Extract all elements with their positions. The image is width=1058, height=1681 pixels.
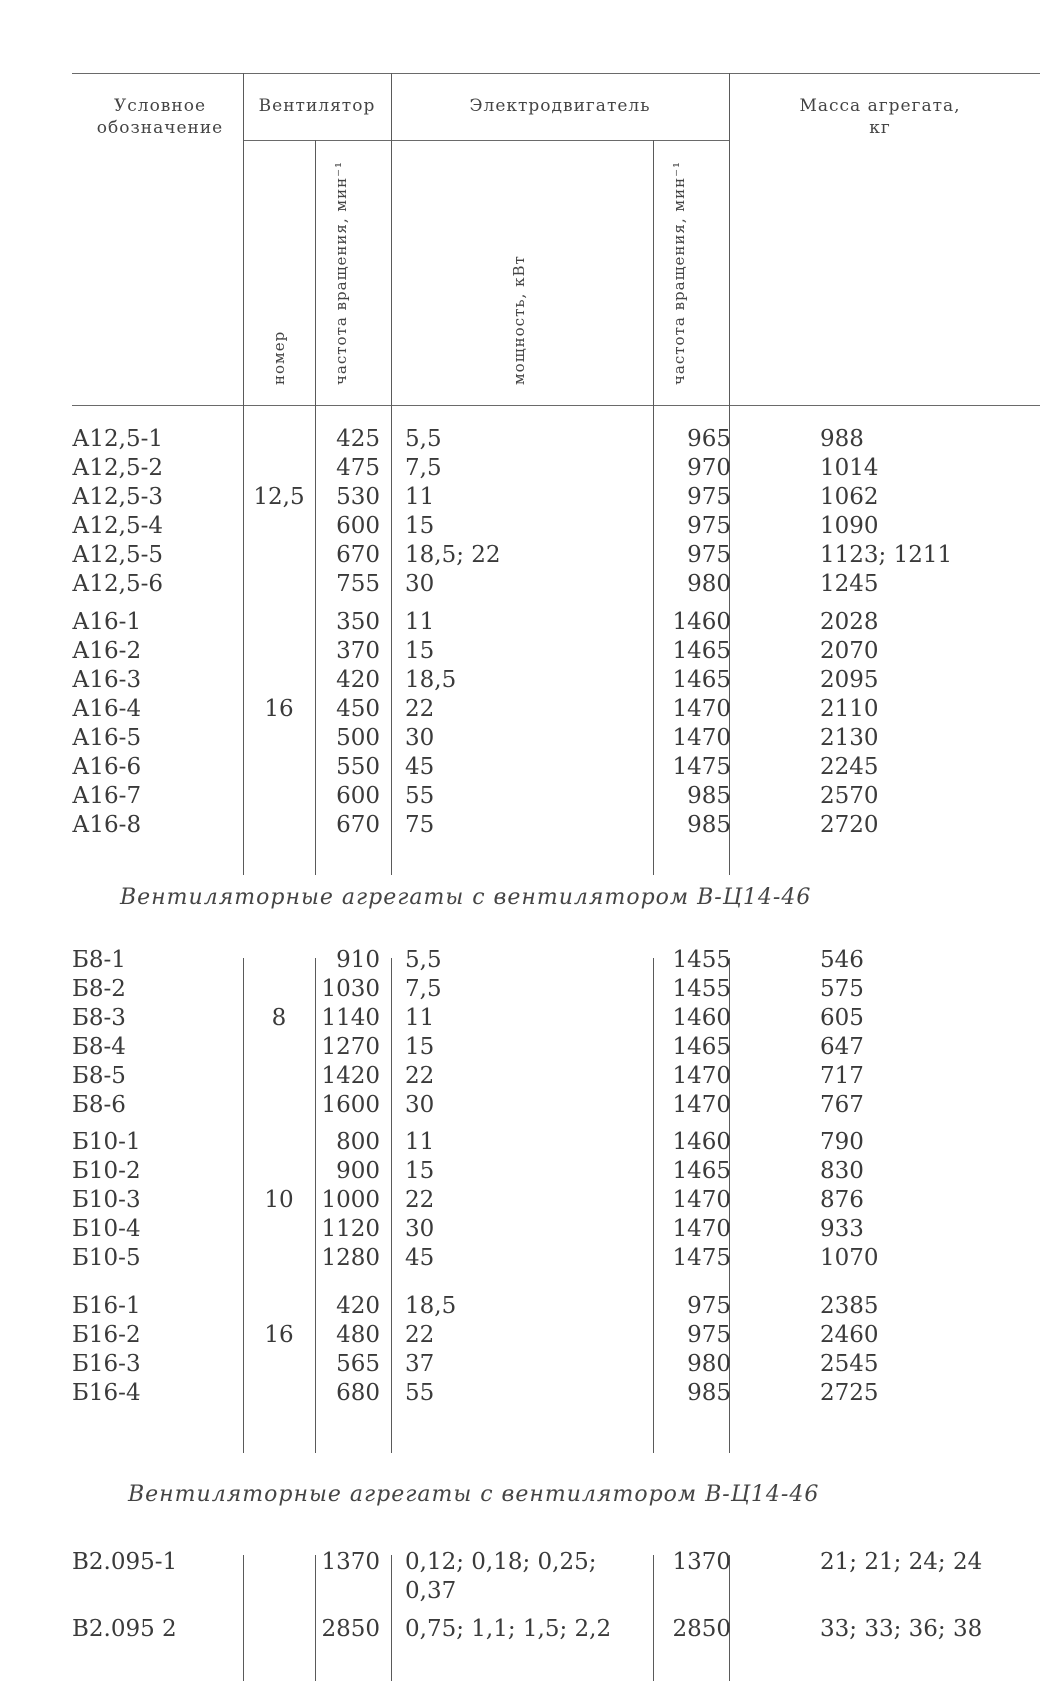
cell-motor-rpm: 1455 <box>672 947 731 973</box>
cell-designation: А12,5-5 <box>72 542 164 568</box>
cell-motor-rpm: 1460 <box>672 609 731 635</box>
cell-mass: 830 <box>820 1158 864 1184</box>
table-row <box>0 946 1058 975</box>
cell-mass: 1062 <box>820 484 879 510</box>
cell-mass: 575 <box>820 976 864 1002</box>
table-row <box>0 1186 1058 1215</box>
cell-motor-rpm: 975 <box>687 1293 731 1319</box>
cell-fan-rpm: 420 <box>336 1293 380 1319</box>
cell-fan-rpm: 600 <box>336 513 380 539</box>
cell-designation: А16-3 <box>72 667 142 693</box>
cell-motor-rpm: 975 <box>687 513 731 539</box>
cell-power: 15 <box>405 638 435 664</box>
cell-fan-rpm: 475 <box>336 455 380 481</box>
cell-fan-rpm: 350 <box>336 609 380 635</box>
cell-mass: 1090 <box>820 513 879 539</box>
cell-mass: 790 <box>820 1129 864 1155</box>
table-row <box>0 512 1058 541</box>
cell-mass: 2570 <box>820 783 879 809</box>
cell-motor-rpm: 985 <box>687 812 731 838</box>
cell-mass: 546 <box>820 947 864 973</box>
cell-power: 15 <box>405 513 435 539</box>
cell-mass: 2725 <box>820 1380 879 1406</box>
cell-fan-rpm: 2850 <box>321 1616 380 1642</box>
header-col-divider <box>315 140 316 405</box>
cell-fan-rpm: 530 <box>336 484 380 510</box>
table-row <box>0 1215 1058 1244</box>
cell-designation: Б10-3 <box>72 1187 141 1213</box>
cell-fan-rpm: 600 <box>336 783 380 809</box>
cell-motor-rpm: 1465 <box>672 638 731 664</box>
cell-mass: 2095 <box>820 667 879 693</box>
cell-fan-rpm: 500 <box>336 725 380 751</box>
cell-motor-rpm: 1465 <box>672 1158 731 1184</box>
header-mass: Масса агрегата, кг <box>799 96 961 138</box>
cell-power: 11 <box>405 484 435 510</box>
caption-b: Вентиляторные агрегаты с вентилятором В-Ц14-46 <box>120 885 812 910</box>
table-row <box>0 1062 1058 1091</box>
table-row <box>0 1128 1058 1157</box>
cell-designation: А16-8 <box>72 812 142 838</box>
cell-designation: Б10-4 <box>72 1216 141 1242</box>
caption-c: Вентиляторные агрегаты с вентилятором В-Ц14-46 <box>128 1482 820 1507</box>
cell-number: 16 <box>264 696 294 722</box>
cell-motor-rpm: 980 <box>687 571 731 597</box>
cell-fan-rpm: 370 <box>336 638 380 664</box>
cell-mass: 2130 <box>820 725 879 751</box>
cell-motor-rpm: 1470 <box>672 1092 731 1118</box>
cell-motor-rpm: 2850 <box>672 1616 731 1642</box>
cell-designation: Б16-1 <box>72 1293 141 1319</box>
table-row <box>0 454 1058 483</box>
header-motor-rpm: частота вращения, мин⁻¹ <box>670 161 688 385</box>
cell-fan-rpm: 1140 <box>321 1005 380 1031</box>
cell-motor-rpm: 1470 <box>672 1187 731 1213</box>
cell-motor-rpm: 1465 <box>672 667 731 693</box>
cell-power: 22 <box>405 696 435 722</box>
header-motor: Электродвигатель <box>469 96 651 116</box>
cell-designation: А16-5 <box>72 725 142 751</box>
cell-fan-rpm: 1420 <box>321 1063 380 1089</box>
cell-mass: 21; 21; 24; 24 <box>820 1549 983 1575</box>
cell-mass: 2110 <box>820 696 879 722</box>
header-designation: Условное обозначение <box>96 96 224 138</box>
cell-fan-rpm: 1000 <box>321 1187 380 1213</box>
cell-designation: А12,5-6 <box>72 571 164 597</box>
cell-power: 30 <box>405 725 435 751</box>
table-row <box>0 425 1058 454</box>
cell-power: 18,5 <box>405 667 457 693</box>
cell-fan-rpm: 425 <box>336 426 380 452</box>
cell-power: 0,12; 0,18; 0,25; 0,37 <box>405 1549 597 1604</box>
cell-motor-rpm: 1470 <box>672 1216 731 1242</box>
table-row <box>0 1244 1058 1273</box>
header-fan: Вентилятор <box>258 96 376 116</box>
cell-designation: В2.095-1 <box>72 1549 178 1575</box>
table-row <box>0 541 1058 570</box>
cell-motor-rpm: 980 <box>687 1351 731 1377</box>
cell-motor-rpm: 975 <box>687 542 731 568</box>
table-row <box>0 608 1058 637</box>
cell-mass: 876 <box>820 1187 864 1213</box>
cell-designation: Б8-2 <box>72 976 126 1002</box>
cell-designation: Б8-6 <box>72 1092 126 1118</box>
cell-designation: А12,5-4 <box>72 513 164 539</box>
cell-motor-rpm: 975 <box>687 1322 731 1348</box>
table-row <box>0 811 1058 840</box>
cell-fan-rpm: 1120 <box>321 1216 380 1242</box>
cell-fan-rpm: 550 <box>336 754 380 780</box>
table-row <box>0 1004 1058 1033</box>
table-row <box>0 782 1058 811</box>
cell-mass: 605 <box>820 1005 864 1031</box>
cell-motor-rpm: 965 <box>687 426 731 452</box>
cell-motor-rpm: 985 <box>687 783 731 809</box>
cell-motor-rpm: 985 <box>687 1380 731 1406</box>
cell-mass: 1070 <box>820 1245 879 1271</box>
table-row <box>0 666 1058 695</box>
cell-mass: 933 <box>820 1216 864 1242</box>
header-power: мощность, кВт <box>510 255 528 385</box>
cell-fan-rpm: 910 <box>336 947 380 973</box>
cell-number: 12,5 <box>253 484 305 510</box>
cell-number: 16 <box>264 1322 294 1348</box>
cell-mass: 1014 <box>820 455 879 481</box>
cell-designation: Б10-5 <box>72 1245 141 1271</box>
cell-designation: А16-7 <box>72 783 142 809</box>
cell-fan-rpm: 755 <box>336 571 380 597</box>
table-row <box>0 753 1058 782</box>
cell-power: 7,5 <box>405 455 442 481</box>
header-bottom-rule <box>72 405 1040 406</box>
cell-mass: 2245 <box>820 754 879 780</box>
cell-designation: Б10-1 <box>72 1129 141 1155</box>
cell-designation: Б16-4 <box>72 1380 141 1406</box>
cell-designation: Б8-3 <box>72 1005 126 1031</box>
cell-motor-rpm: 1470 <box>672 725 731 751</box>
cell-fan-rpm: 565 <box>336 1351 380 1377</box>
header-col-divider <box>729 73 730 405</box>
cell-fan-rpm: 1280 <box>321 1245 380 1271</box>
cell-mass: 2720 <box>820 812 879 838</box>
cell-mass: 1123; 1211 <box>820 542 953 568</box>
cell-fan-rpm: 1370 <box>321 1549 380 1575</box>
table-row <box>0 570 1058 599</box>
table-row <box>0 1033 1058 1062</box>
cell-number: 8 <box>271 1005 287 1031</box>
cell-motor-rpm: 970 <box>687 455 731 481</box>
table-row <box>0 1379 1058 1408</box>
cell-designation: Б10-2 <box>72 1158 141 1184</box>
header-col-divider <box>653 140 654 405</box>
cell-mass: 1245 <box>820 571 879 597</box>
header-col-divider <box>243 73 244 405</box>
cell-motor-rpm: 1475 <box>672 1245 731 1271</box>
cell-designation: А12,5-1 <box>72 426 164 452</box>
cell-fan-rpm: 680 <box>336 1380 380 1406</box>
cell-power: 22 <box>405 1187 435 1213</box>
cell-power: 45 <box>405 1245 435 1271</box>
header-number: номер <box>270 330 288 385</box>
table-row <box>0 1292 1058 1321</box>
header-col-divider <box>391 73 392 405</box>
cell-power: 55 <box>405 783 435 809</box>
cell-designation: Б16-3 <box>72 1351 141 1377</box>
table-row <box>0 1157 1058 1186</box>
cell-designation: А16-6 <box>72 754 142 780</box>
cell-mass: 33; 33; 36; 38 <box>820 1616 983 1642</box>
cell-motor-rpm: 975 <box>687 484 731 510</box>
cell-mass: 767 <box>820 1092 864 1118</box>
cell-motor-rpm: 1455 <box>672 976 731 1002</box>
cell-motor-rpm: 1475 <box>672 754 731 780</box>
cell-power: 22 <box>405 1063 435 1089</box>
cell-designation: А16-4 <box>72 696 142 722</box>
cell-fan-rpm: 450 <box>336 696 380 722</box>
cell-power: 30 <box>405 1092 435 1118</box>
cell-designation: А12,5-3 <box>72 484 164 510</box>
cell-fan-rpm: 670 <box>336 542 380 568</box>
cell-mass: 2028 <box>820 609 879 635</box>
cell-power: 0,75; 1,1; 1,5; 2,2 <box>405 1616 612 1642</box>
table-row <box>0 724 1058 753</box>
cell-mass: 2070 <box>820 638 879 664</box>
cell-mass: 988 <box>820 426 864 452</box>
cell-motor-rpm: 1370 <box>672 1549 731 1575</box>
cell-fan-rpm: 800 <box>336 1129 380 1155</box>
cell-power: 75 <box>405 812 435 838</box>
table-row <box>0 637 1058 666</box>
cell-number: 10 <box>264 1187 294 1213</box>
cell-power: 11 <box>405 1005 435 1031</box>
cell-designation: А16-2 <box>72 638 142 664</box>
table-row <box>0 975 1058 1004</box>
cell-designation: А12,5-2 <box>72 455 164 481</box>
cell-power: 18,5 <box>405 1293 457 1319</box>
table-row <box>0 1321 1058 1350</box>
cell-power: 5,5 <box>405 947 442 973</box>
cell-power: 30 <box>405 571 435 597</box>
cell-mass: 647 <box>820 1034 864 1060</box>
cell-motor-rpm: 1470 <box>672 1063 731 1089</box>
cell-designation: Б8-5 <box>72 1063 126 1089</box>
cell-power: 45 <box>405 754 435 780</box>
cell-designation: Б8-1 <box>72 947 126 973</box>
cell-motor-rpm: 1470 <box>672 696 731 722</box>
cell-designation: Б8-4 <box>72 1034 126 1060</box>
table-row <box>0 695 1058 724</box>
cell-mass: 2385 <box>820 1293 879 1319</box>
cell-mass: 2460 <box>820 1322 879 1348</box>
cell-power: 7,5 <box>405 976 442 1002</box>
cell-motor-rpm: 1460 <box>672 1005 731 1031</box>
cell-fan-rpm: 1270 <box>321 1034 380 1060</box>
cell-mass: 2545 <box>820 1351 879 1377</box>
table-row <box>0 483 1058 512</box>
cell-fan-rpm: 420 <box>336 667 380 693</box>
cell-power: 30 <box>405 1216 435 1242</box>
cell-fan-rpm: 1030 <box>321 976 380 1002</box>
cell-designation: А16-1 <box>72 609 142 635</box>
cell-fan-rpm: 670 <box>336 812 380 838</box>
table-row <box>0 1615 1058 1644</box>
cell-motor-rpm: 1460 <box>672 1129 731 1155</box>
cell-power: 5,5 <box>405 426 442 452</box>
cell-power: 18,5; 22 <box>405 542 501 568</box>
header-fan-rpm: частота вращения, мин⁻¹ <box>332 161 350 385</box>
cell-fan-rpm: 1600 <box>321 1092 380 1118</box>
cell-designation: В2.095 2 <box>72 1616 177 1642</box>
cell-fan-rpm: 900 <box>336 1158 380 1184</box>
cell-motor-rpm: 1465 <box>672 1034 731 1060</box>
cell-power: 15 <box>405 1158 435 1184</box>
cell-power: 11 <box>405 1129 435 1155</box>
table-top-rule <box>72 73 1040 74</box>
table-row <box>0 1091 1058 1120</box>
cell-power: 37 <box>405 1351 435 1377</box>
cell-mass: 717 <box>820 1063 864 1089</box>
cell-power: 15 <box>405 1034 435 1060</box>
cell-power: 22 <box>405 1322 435 1348</box>
cell-power: 11 <box>405 609 435 635</box>
table-row <box>0 1548 1058 1606</box>
table-row <box>0 1350 1058 1379</box>
cell-power: 55 <box>405 1380 435 1406</box>
cell-fan-rpm: 480 <box>336 1322 380 1348</box>
cell-designation: Б16-2 <box>72 1322 141 1348</box>
